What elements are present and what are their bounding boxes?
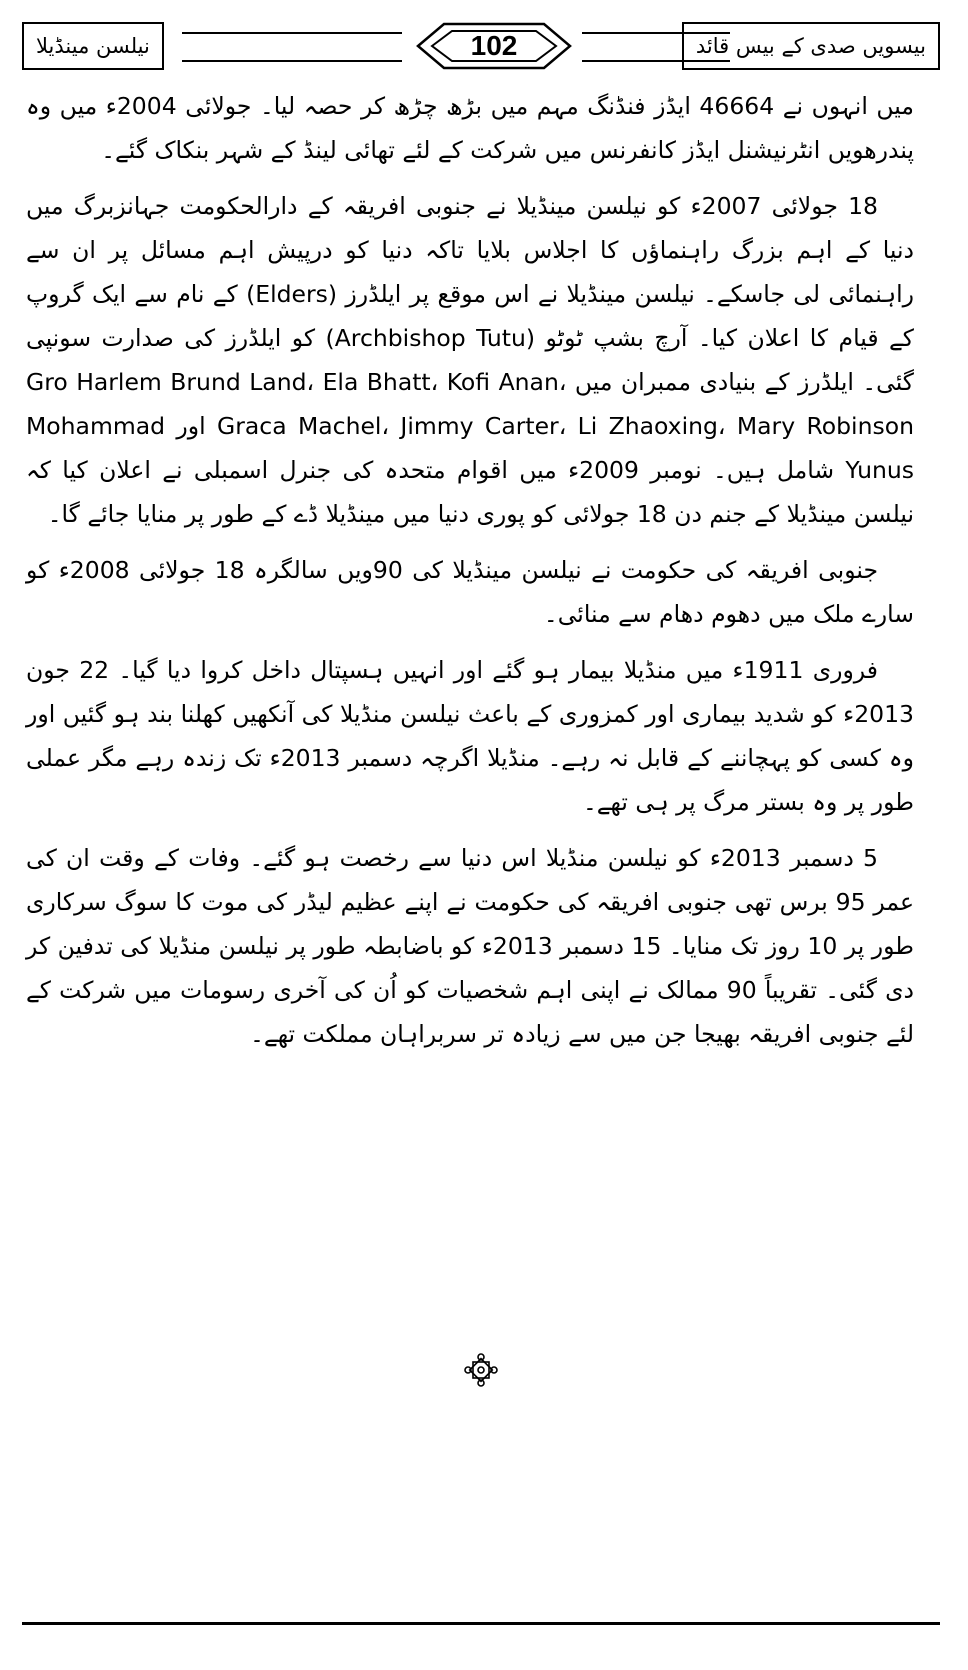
header-rule-left <box>182 32 402 62</box>
page-number: 102 <box>470 30 518 61</box>
footer-rule <box>22 1622 940 1625</box>
paragraph-2: 18 جولائی 2007ء کو نیلسن مینڈیلا نے جنوبی افریقہ کے دارالحکومت جہانزبرگ میں دنیا کے اہم بزرگ راہنماؤں کا اجلاس بلایا تاکہ دنیا کو درپیش اہم مسائل پر ان سے راہنمائی لی جاسکے۔ نیلسن مینڈیلا نے اس موقع پر ایلڈرز (Elders) کے نام سے ایک گروپ کے قیام کا اعلان کیا۔ آرچ بشپ ٹوٹو (Archbishop Tutu) کو ایلڈرز کی صدارت سونپی گئی۔ ایلڈرز کے بنیادی ممبران میں Gro Harlem Brund Land، Ela Bhatt، Kofi Anan، Graca Machel، Jimmy Carter، Li Zhaoxing، Mary Robinson اور Mohammad Yunus شامل ہیں۔ نومبر 2009ء میں اقوام متحدہ کی جنرل اسمبلی نے اعلان کیا کہ نیلسن مینڈیلا کے جنم دن 18 جولائی کو پوری دنیا میں مینڈیلا ڈے کے طور پر منایا جائے گا۔ <box>26 192 915 528</box>
paragraph-3: جنوبی افریقہ کی حکومت نے نیلسن مینڈیلا کی 90ویں سالگرہ 18 جولائی 2008ء کو سارے ملک میں دھوم دھام سے منائی۔ <box>26 556 914 628</box>
flower-ornament-icon <box>464 1353 498 1387</box>
page-header <box>22 22 940 72</box>
book-title: بیسویں صدی کے بیس قائد <box>682 22 940 70</box>
page-number-badge <box>410 20 578 72</box>
chapter-title: نیلسن مینڈیلا <box>22 22 164 70</box>
paragraph-5: 5 دسمبر 2013ء کو نیلسن منڈیلا اس دنیا سے رخصت ہو گئے۔ وفات کے وقت ان کی عمر 95 برس تھی جنوبی افریقہ کی حکومت نے اپنے عظیم لیڈر کی موت کا سوگ سرکاری طور پر 10 روز تک منایا۔ 15 دسمبر 2013ء کو باضابطہ طور پر نیلسن منڈیلا کی تدفین کر دی گئی۔ تقریباً 90 ممالک نے اپنی اہم شخصیات کو اُن کی آخری رسومات میں شرکت کے لئے جنوبی افریقہ بھیجا جن میں سے زیادہ تر سربراہان مملکت تھے۔ <box>26 844 915 1048</box>
paragraph-4: فروری 1911ء میں منڈیلا بیمار ہو گئے اور انہیں ہسپتال داخل کروا دیا گیا۔ 22 جون 2013ء کو شدید بیماری اور کمزوری کے باعث نیلسن منڈیلا کی آنکھیں کھلنا بند ہو گئیں اور وہ کسی کو پہچاننے کے قابل نہ رہے۔ منڈیلا اگرچہ دسمبر 2013ء تک زندہ رہے مگر عملی طور پر وہ بستر مرگ پر ہی تھے۔ <box>26 656 914 816</box>
paragraph-1: میں انہوں نے 46664 ایڈز فنڈنگ مہم میں بڑھ چڑھ کر حصہ لیا۔ جولائی 2004ء میں وہ پندرھویں انٹرنیشنل ایڈز کانفرنس میں شرکت کے لئے تھائی لینڈ کے شہر بنکاک گئے۔ <box>26 92 914 164</box>
page-body <box>26 84 914 1068</box>
